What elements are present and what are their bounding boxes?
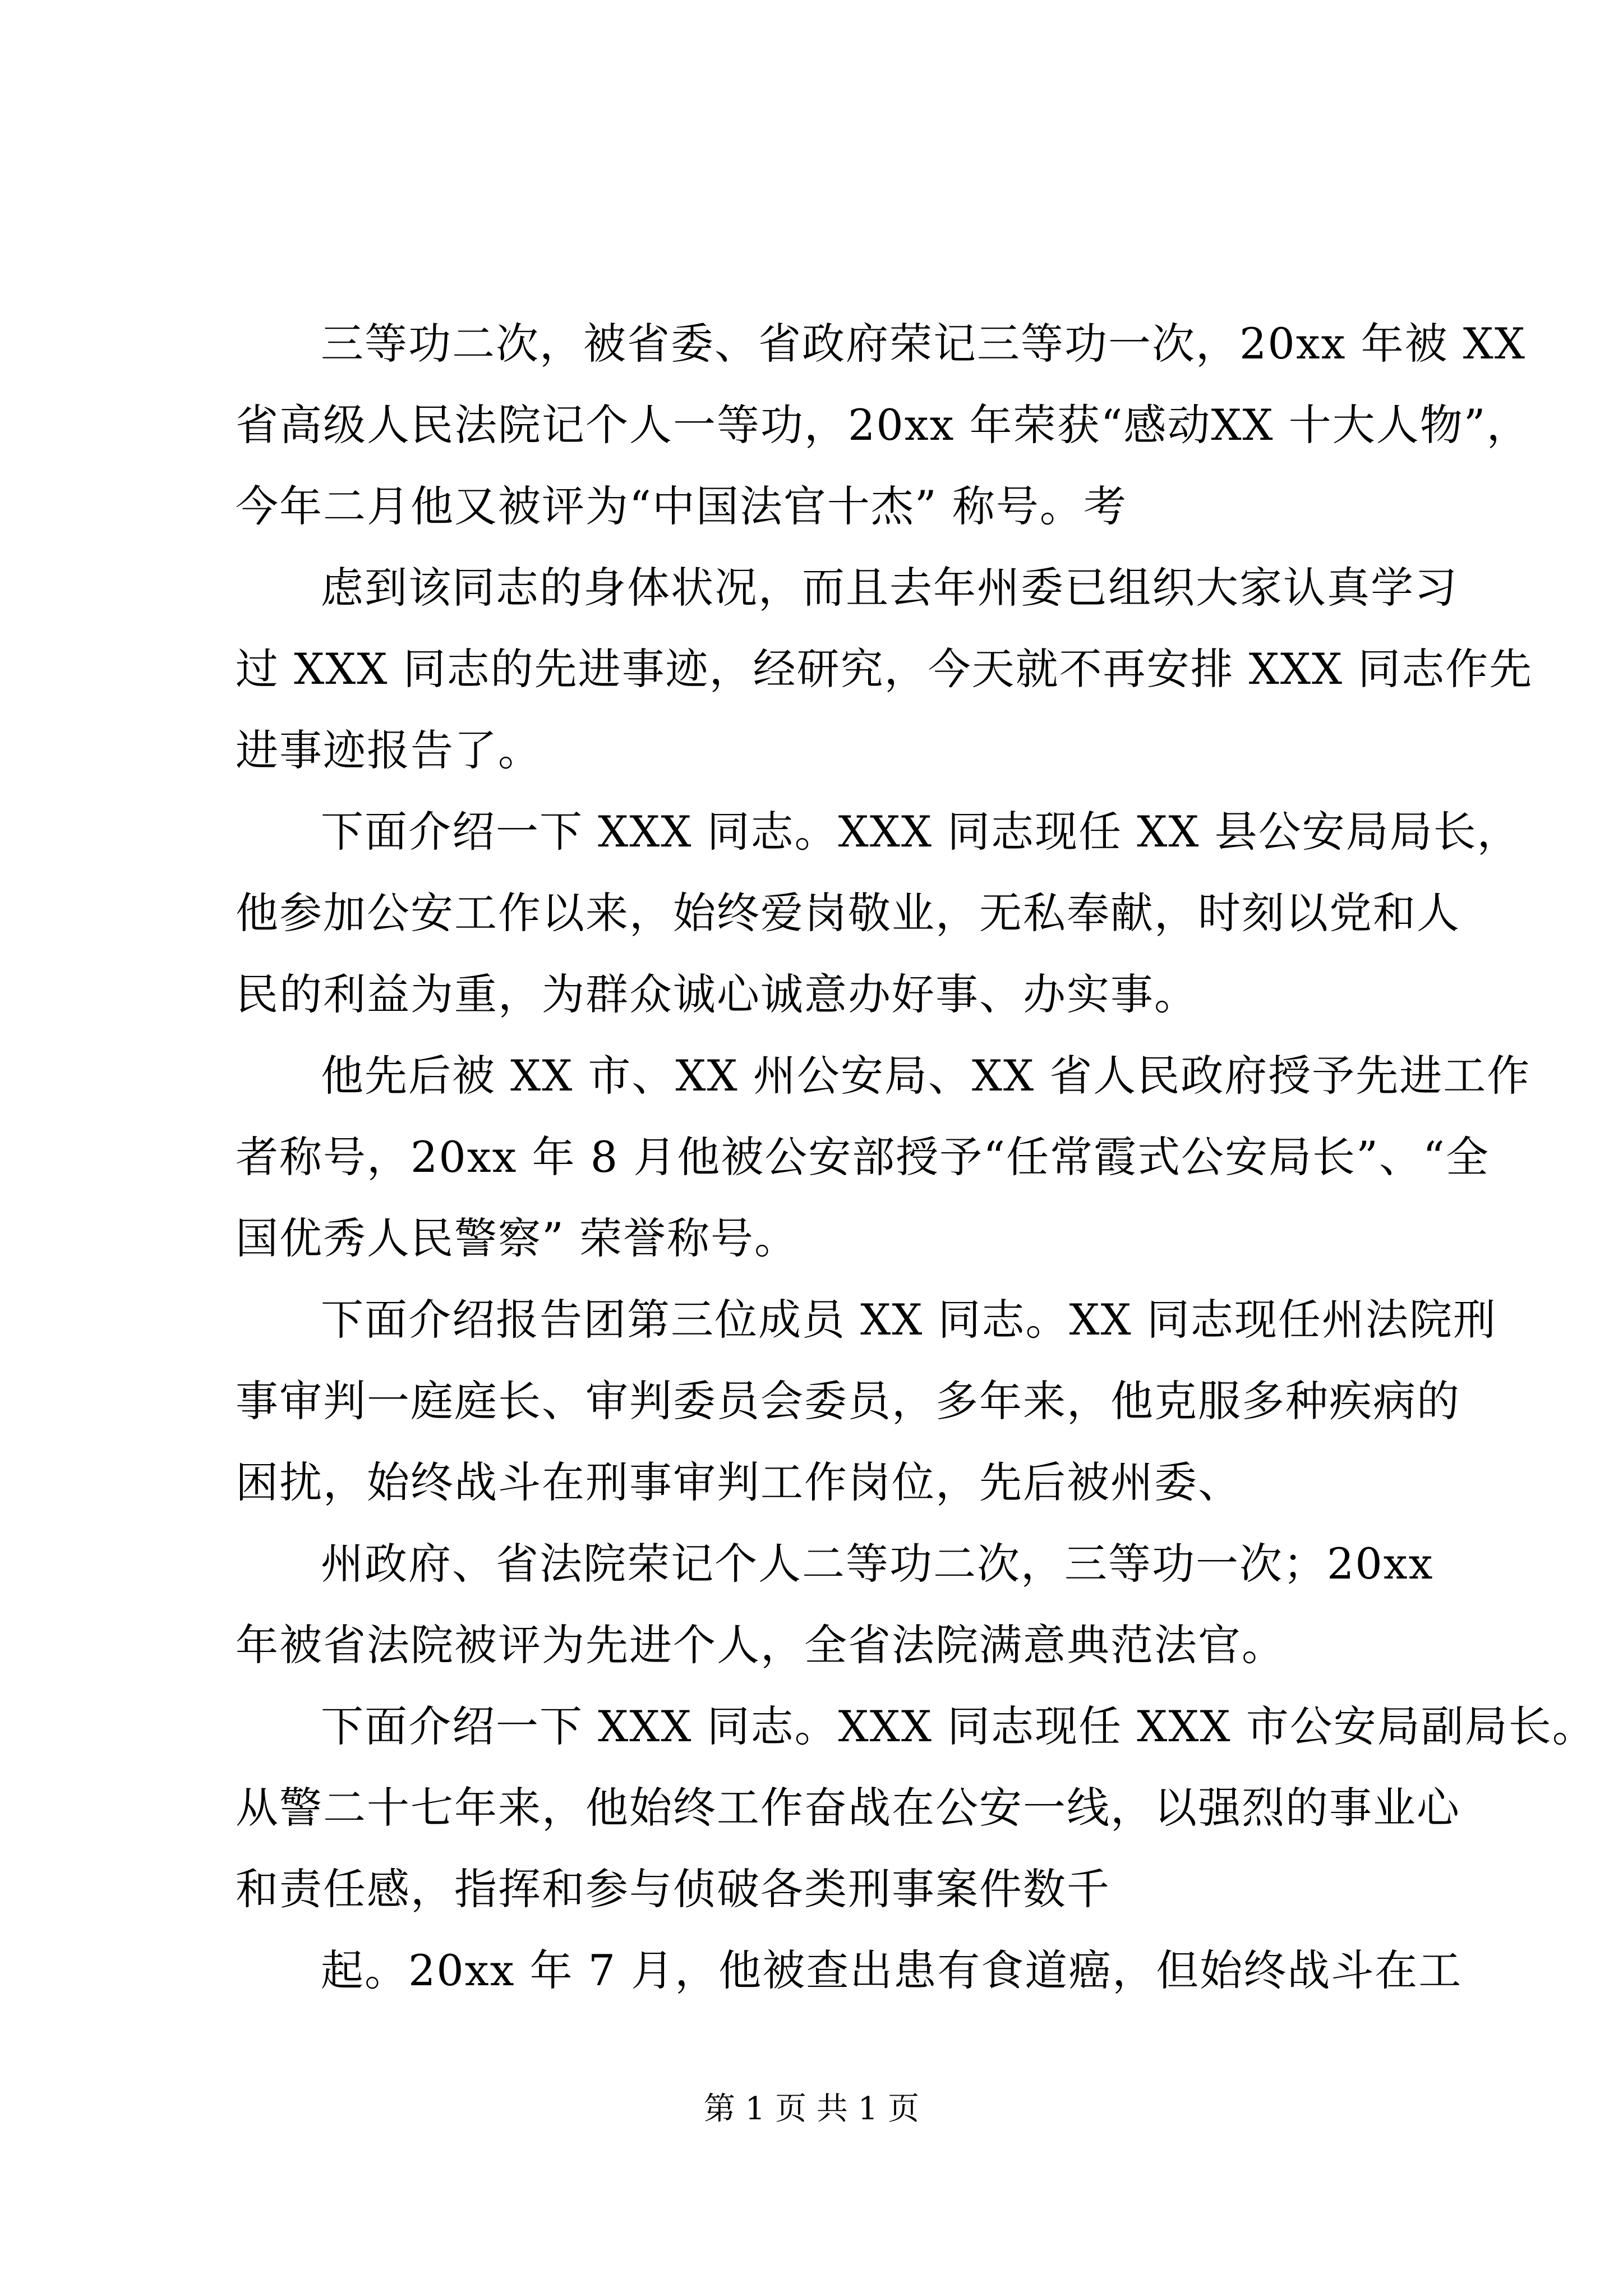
text-line: 国优秀人民警察” 荣誉称号。 xyxy=(236,1213,799,1263)
text-line: 州政府、省法院荣记个人二等功二次，三等功一次；20xx xyxy=(321,1539,1434,1589)
text-line: 从警二十七年来，他始终工作奋战在公安一线，以强烈的事业心 xyxy=(236,1783,1460,1833)
text-line: 和责任感，指挥和参与侦破各类刑事案件数千 xyxy=(236,1864,1110,1914)
text-line: 年被省法院被评为先进个人，全省法院满意典范法官。 xyxy=(236,1620,1285,1670)
text-line: 今年二月他又被评为“中国法官十杰” 称号。考 xyxy=(236,481,1127,531)
text-line: 起。20xx 年 7 月，他被查出患有食道癌，但始终战斗在工 xyxy=(321,1945,1463,1995)
page-footer xyxy=(0,2090,1623,2129)
document-body xyxy=(236,303,1596,2011)
paragraph-2 xyxy=(236,547,1533,791)
paragraph-3 xyxy=(236,791,1521,1035)
text-line: 虑到该同志的身体状况，而且去年州委已组织大家认真学习 xyxy=(321,563,1458,613)
text-line: 他参加公安工作以来，始终爱岗敬业，无私奉献，时刻以党和人 xyxy=(236,888,1460,938)
text-line: 过 XXX 同志的先进事迹，经研究，今天就不再安排 XXX 同志作先 xyxy=(236,644,1533,694)
text-line: 下面介绍一下 XXX 同志。XXX 同志现任 XXX 市公安局副局长。 xyxy=(321,1701,1596,1751)
paragraph-5 xyxy=(236,1279,1497,1523)
text-line: 民的利益为重，为群众诚心诚意办好事、办实事。 xyxy=(236,969,1198,1019)
text-line: 三等功二次，被省委、省政府荣记三等功一次，20xx 年被 XX xyxy=(321,319,1526,369)
text-line: 下面介绍一下 XXX 同志。XXX 同志现任 XX 县公安局局长， xyxy=(321,807,1521,857)
page-number-label: 第 1 页 共 1 页 xyxy=(703,2091,920,2127)
text-line: 省高级人民法院记个人一等功，20xx 年荣获“感动XX 十大人物”， xyxy=(236,400,1530,450)
text-line: 困扰，始终战斗在刑事审判工作岗位，先后被州委、 xyxy=(236,1457,1242,1507)
text-line: 进事迹报告了。 xyxy=(236,725,542,775)
paragraph-7 xyxy=(236,1686,1596,1930)
text-line: 者称号，20xx 年 8 月他被公安部授予“任常霞式公安局长”、“全 xyxy=(236,1132,1490,1182)
text-line: 他先后被 XX 市、XX 州公安局、XX 省人民政府授予先进工作 xyxy=(321,1051,1531,1101)
paragraph-4 xyxy=(236,1035,1531,1279)
paragraph-8 xyxy=(236,1930,1463,2011)
text-line: 事审判一庭庭长、审判委员会委员，多年来，他克服多种疾病的 xyxy=(236,1376,1460,1426)
paragraph-1 xyxy=(236,303,1530,547)
text-line: 下面介绍报告团第三位成员 XX 同志。XX 同志现任州法院刑 xyxy=(321,1295,1497,1345)
paragraph-6 xyxy=(236,1523,1434,1686)
